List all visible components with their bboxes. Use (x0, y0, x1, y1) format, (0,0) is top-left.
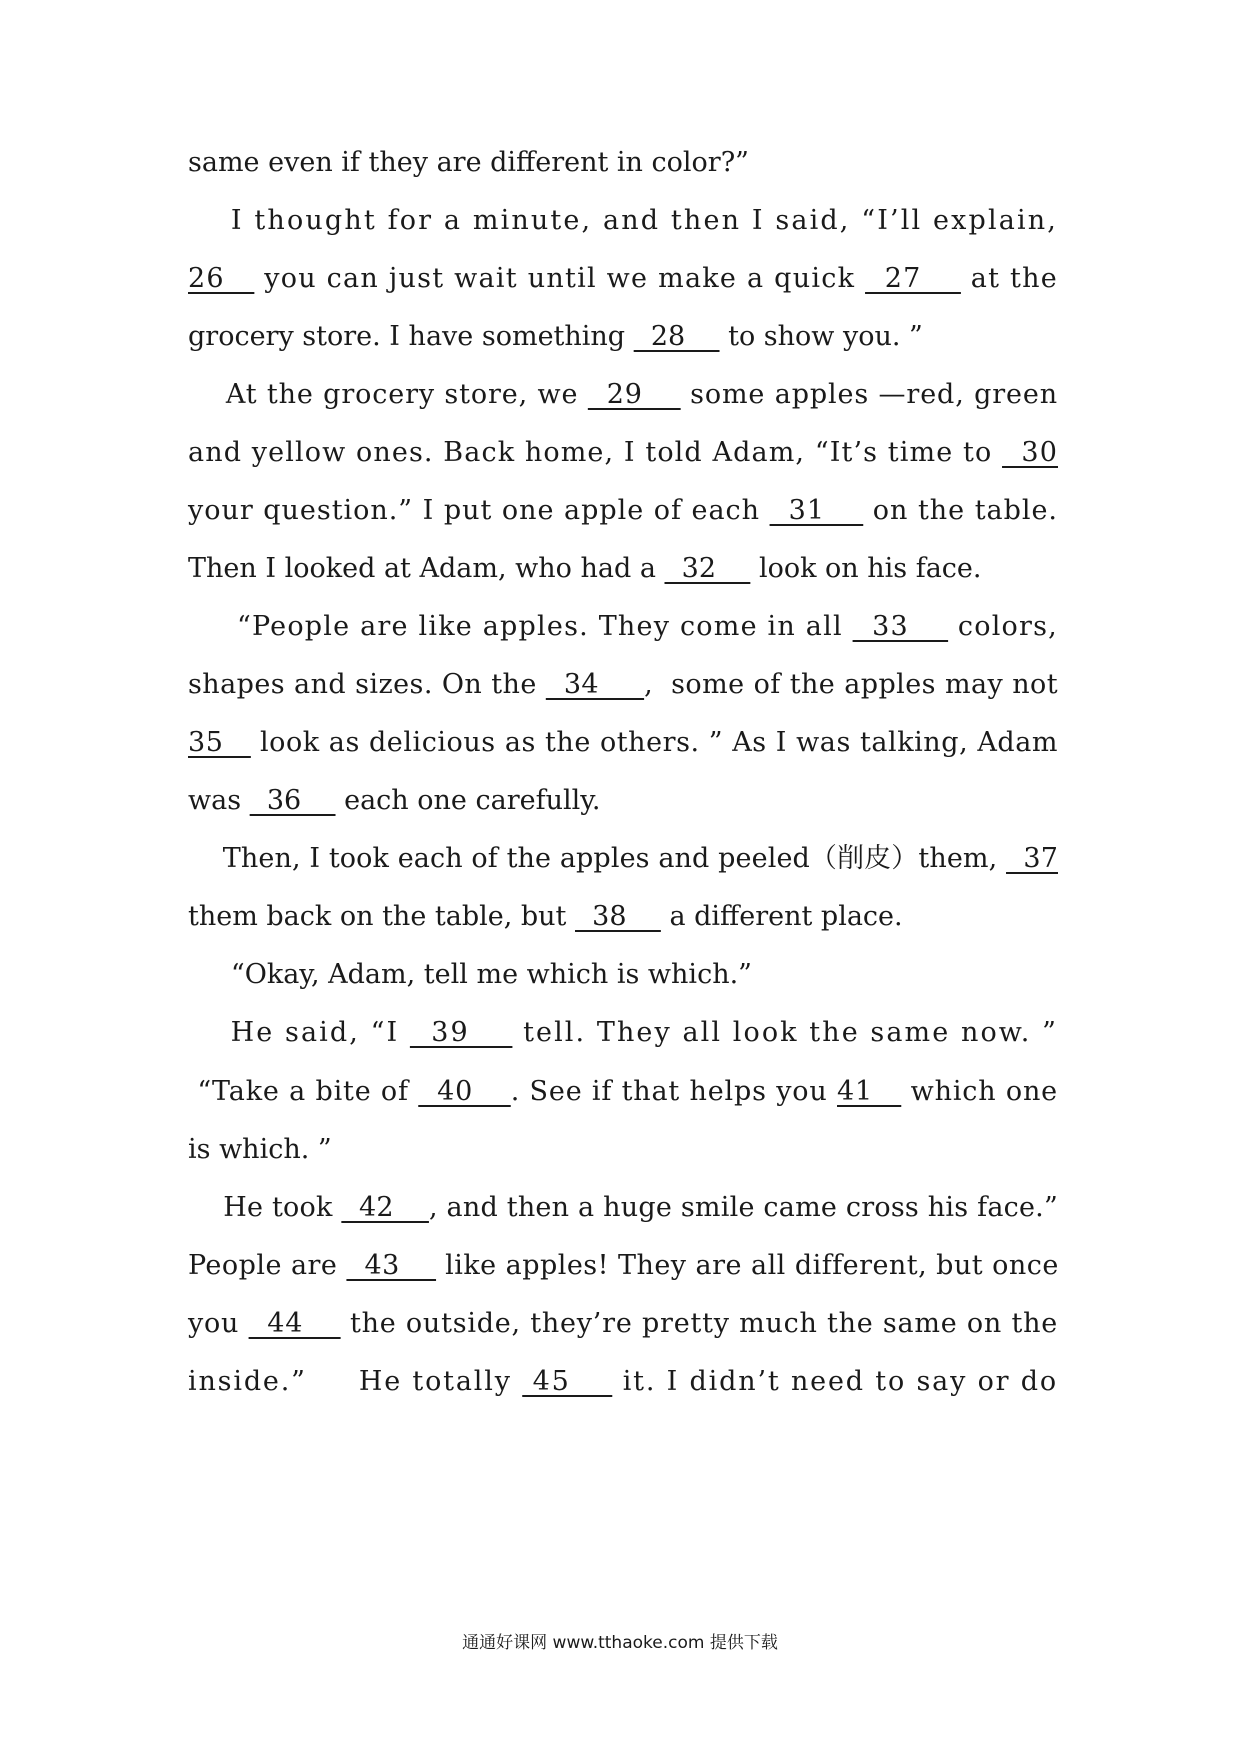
line-text: to show you. ” (719, 321, 923, 352)
line-text: At the grocery store, we (188, 379, 588, 410)
line-text: you can just wait until we make a quick (254, 263, 866, 294)
line-text: like apples! They are all different, but once (436, 1250, 1059, 1281)
text-line (188, 667, 1058, 703)
line-text: , and then a huge smile came cross his face.” (428, 1192, 1058, 1223)
text-line (188, 319, 1058, 355)
line-text: which one (901, 1076, 1058, 1107)
line-text: grocery store. I have something (188, 321, 634, 352)
line-text: you (188, 1308, 249, 1339)
line-text: People are (188, 1250, 347, 1281)
line-text: “Take a bite of (188, 1076, 419, 1107)
page-footer: 通通好课网 www.tthaoke.com 提供下载 (462, 1633, 778, 1653)
answer-blank: 30 (1002, 437, 1058, 468)
line-text: is which. ” (188, 1134, 332, 1165)
line-text: some apples —red, green (680, 379, 1059, 410)
line-text: it. I didn’t need to say or do (612, 1366, 1058, 1397)
line-text: them back on the table, but (188, 901, 575, 932)
line-text: , some of the apples may not (644, 669, 1058, 700)
answer-blank: 39 (409, 1017, 513, 1048)
line-text: I thought for a minute, and then I said, “I’ll explain, (188, 205, 1058, 236)
text-line (188, 435, 1058, 471)
answer-blank: 40 (418, 1076, 511, 1107)
answer-blank: 31 (769, 495, 864, 526)
line-text: on the table. (863, 495, 1058, 526)
line-text: a different place. (660, 901, 903, 932)
answer-blank: 29 (587, 379, 681, 410)
line-text: “People are like apples. They come in all (188, 611, 853, 642)
text-line (188, 725, 1058, 761)
text-line (188, 609, 1058, 645)
text-line (188, 841, 1058, 877)
line-text: look as delicious as the others. ” As I was talking, Adam (250, 727, 1058, 758)
line-text: tell. They all look the same now. ” (512, 1017, 1058, 1048)
text-line (188, 1132, 1058, 1168)
answer-blank: 42 (341, 1192, 429, 1223)
line-text: look on his face. (750, 553, 982, 584)
text-line (188, 493, 1058, 529)
line-text: was (188, 785, 250, 816)
text-line (188, 1015, 1058, 1051)
line-text: each one carefully. (335, 785, 601, 816)
line-text: your question.” I put one apple of each (188, 495, 770, 526)
text-line (188, 957, 1058, 993)
text-line (188, 783, 1058, 819)
answer-blank: 44 (248, 1308, 341, 1339)
line-text: the outside, they’re pretty much the same on the (340, 1308, 1058, 1339)
line-text: He took (188, 1192, 342, 1223)
text-line (188, 899, 1058, 935)
text-line (188, 203, 1058, 239)
line-text: . See if that helps you (510, 1076, 838, 1107)
text-line (188, 261, 1058, 297)
text-line (188, 1190, 1058, 1226)
answer-blank: 27 (865, 263, 961, 294)
text-line (188, 551, 1058, 587)
line-text: inside.” He totally (188, 1366, 523, 1397)
text-line (188, 1074, 1058, 1110)
answer-blank: 38 (575, 901, 661, 932)
answer-blank: 32 (664, 553, 751, 584)
line-text: “Okay, Adam, tell me which is which.” (188, 959, 752, 990)
line-text: shapes and sizes. On the (188, 669, 546, 700)
line-text: Then, I took each of the apples and peeled（削皮）them, (188, 843, 1007, 874)
line-text: at the (960, 263, 1058, 294)
answer-blank: 28 (633, 321, 720, 352)
answer-blank: 36 (249, 785, 336, 816)
line-text: colors, (948, 611, 1058, 642)
answer-blank: 43 (346, 1250, 437, 1281)
line-text: Then I looked at Adam, who had a (188, 553, 665, 584)
line-text: same even if they are different in color?” (188, 147, 749, 178)
answer-blank: 41 (837, 1076, 902, 1107)
text-line (188, 145, 1058, 181)
text-line (188, 1364, 1058, 1400)
line-text: and yellow ones. Back home, I told Adam, “It’s time to (188, 437, 1003, 468)
answer-blank: 33 (852, 611, 949, 642)
text-line (188, 377, 1058, 413)
answer-blank: 37 (1006, 843, 1058, 874)
answer-blank: 26 (188, 263, 255, 294)
line-text: He said, “I (188, 1017, 410, 1048)
answer-blank: 45 (522, 1366, 613, 1397)
text-line (188, 1306, 1058, 1342)
answer-blank: 34 (545, 669, 645, 700)
text-line (188, 1248, 1058, 1284)
answer-blank: 35 (188, 727, 251, 758)
